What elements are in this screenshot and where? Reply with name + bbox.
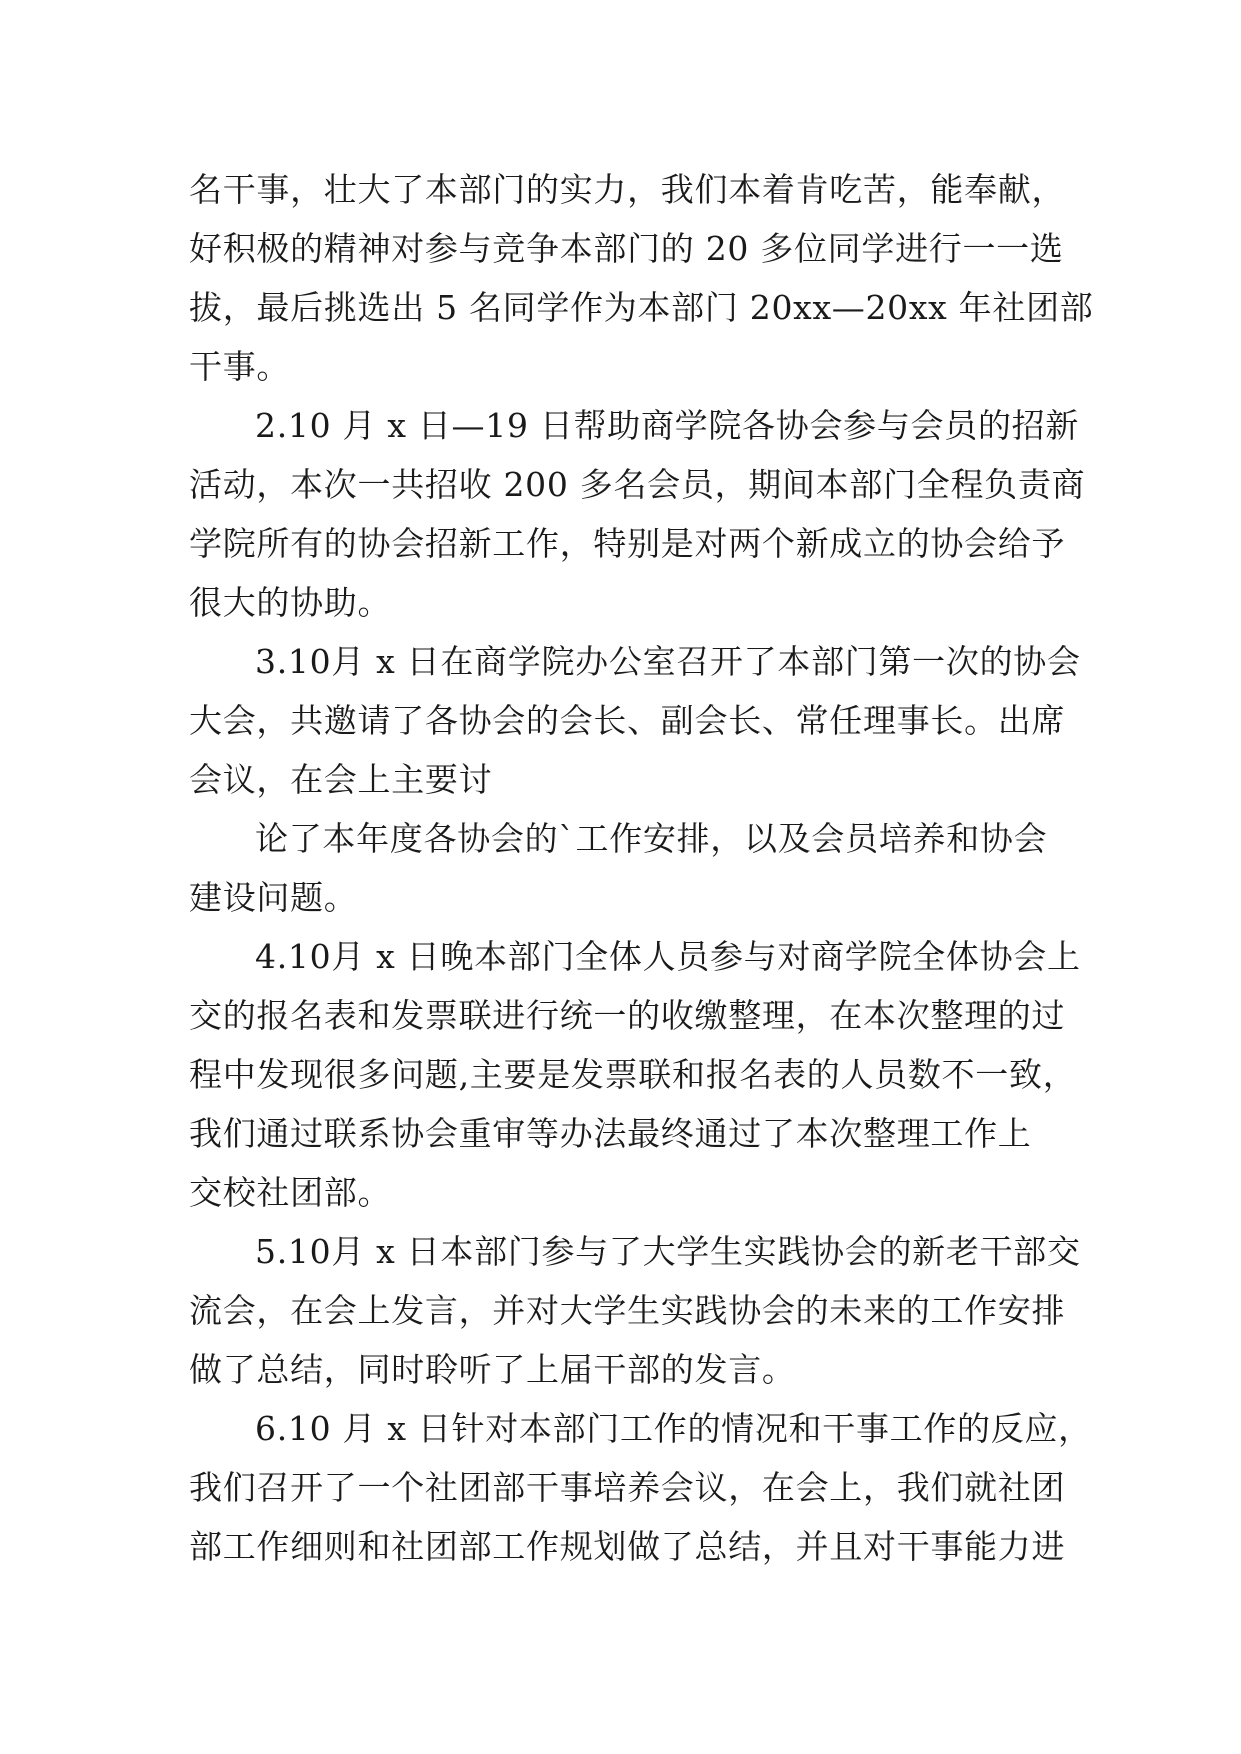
text-line-6: 活动，本次一共招收 200 多名会员，期间本部门全程负责商 [189, 465, 1086, 504]
text-line-1: 名干事，壮大了本部门的实力，我们本着肯吃苦，能奉献， [189, 170, 1066, 209]
text-line-13: 建设问题。 [189, 878, 358, 917]
text-line-12: 论了本年度各协会的`工作安排，以及会员培养和协会 [255, 819, 1048, 858]
text-line-7: 学院所有的协会招新工作，特别是对两个新成立的协会给予 [189, 524, 1066, 563]
text-line-16: 程中发现很多问题,主要是发票联和报名表的人员数不一致， [189, 1055, 1077, 1094]
text-line-19: 5.10月 x 日本部门参与了大学生实践协会的新老干部交 [255, 1232, 1081, 1271]
text-line-4: 干事。 [189, 347, 291, 386]
text-line-9: 3.10月 x 日在商学院办公室召开了本部门第一次的协会 [255, 642, 1081, 681]
text-line-2: 好积极的精神对参与竞争本部门的 20 多位同学进行一一选 [189, 229, 1064, 268]
text-line-10: 大会，共邀请了各协会的会长、副会长、常任理事长。出席 [189, 701, 1066, 740]
text-line-21: 做了总结，同时聆听了上届干部的发言。 [189, 1350, 796, 1389]
text-line-20: 流会，在会上发言，并对大学生实践协会的未来的工作安排 [189, 1291, 1066, 1330]
text-line-3: 拔，最后挑选出 5 名同学作为本部门 20xx—20xx 年社团部 [189, 288, 1094, 327]
text-line-11: 会议，在会上主要讨 [189, 760, 493, 799]
text-line-17: 我们通过联系协会重审等办法最终通过了本次整理工作上 [189, 1114, 1032, 1153]
text-line-24: 部工作细则和社团部工作规划做了总结，并且对干事能力进 [189, 1527, 1066, 1566]
text-line-5: 2.10 月 x 日—19 日帮助商学院各协会参与会员的招新 [255, 406, 1080, 445]
text-line-23: 我们召开了一个社团部干事培养会议，在会上，我们就社团 [189, 1468, 1066, 1507]
text-line-15: 交的报名表和发票联进行统一的收缴整理，在本次整理的过 [189, 996, 1066, 1035]
text-line-18: 交校社团部。 [189, 1173, 392, 1212]
text-line-14: 4.10月 x 日晚本部门全体人员参与对商学院全体协会上 [255, 937, 1081, 976]
text-line-8: 很大的协助。 [189, 583, 392, 622]
text-line-22: 6.10 月 x 日针对本部门工作的情况和干事工作的反应， [255, 1409, 1092, 1448]
